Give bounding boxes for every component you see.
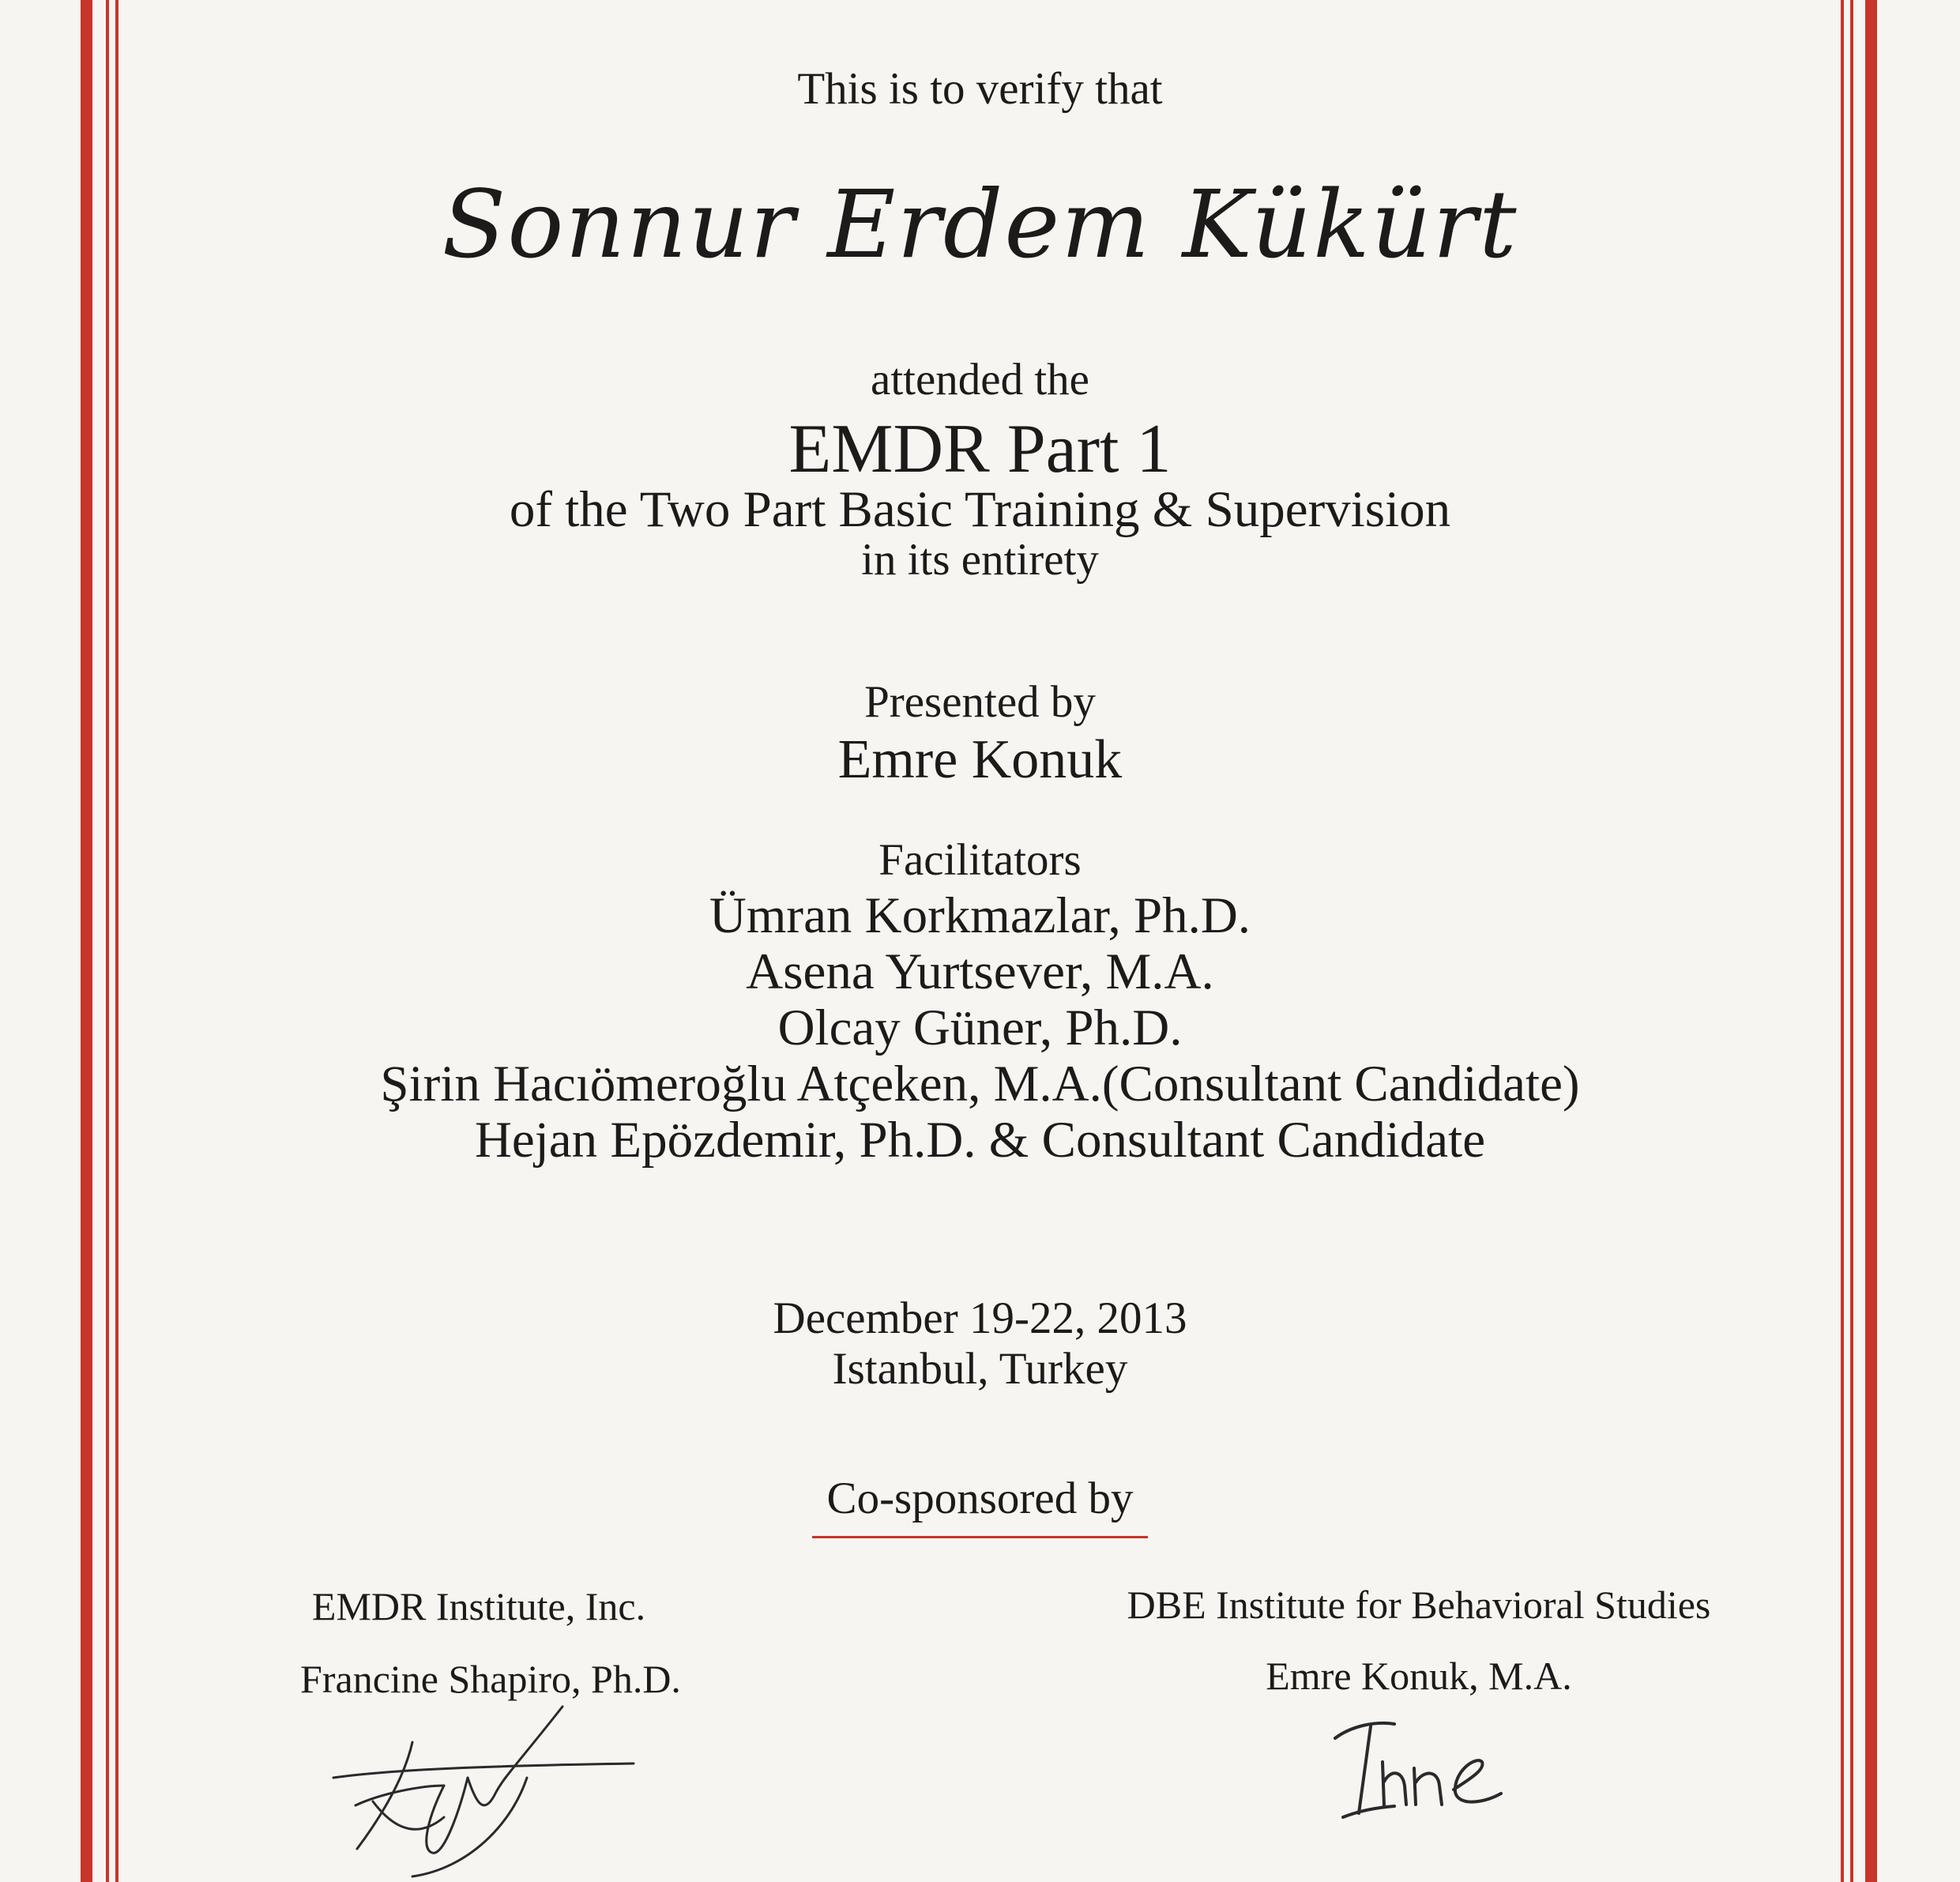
attended-text: attended the <box>871 355 1089 405</box>
facilitator-item: Şirin Hacıömeroğlu Atçeken, M.A.(Consultant Candidate) <box>380 1056 1580 1112</box>
cosponsored-underline <box>812 1536 1148 1538</box>
course-subtitle-2: in its entirety <box>861 535 1099 585</box>
presented-by-label: Presented by <box>864 677 1096 727</box>
signature-right <box>1327 1707 1517 1833</box>
event-location: Istanbul, Turkey <box>832 1344 1128 1394</box>
signature-left <box>325 1691 641 1880</box>
course-title: EMDR Part 1 <box>788 411 1172 487</box>
presenter-name: Emre Konuk <box>837 729 1123 790</box>
facilitator-item: Olcay Güner, Ph.D. <box>777 999 1183 1056</box>
sponsor-right-person: Emre Konuk, M.A. <box>1266 1654 1572 1698</box>
event-date: December 19-22, 2013 <box>773 1293 1187 1343</box>
sponsor-left-person: Francine Shapiro, Ph.D. <box>300 1657 681 1701</box>
facilitator-item: Hejan Epözdemir, Ph.D. & Consultant Candidate <box>474 1112 1486 1169</box>
cosponsored-label: Co-sponsored by <box>826 1474 1134 1523</box>
facilitator-item: Ümran Korkmazlar, Ph.D. <box>709 887 1251 944</box>
sponsor-right-organization: DBE Institute for Behavioral Studies <box>1127 1583 1711 1627</box>
facilitators-label: Facilitators <box>878 835 1082 885</box>
sponsor-left-organization: EMDR Institute, Inc. <box>311 1584 646 1628</box>
facilitator-item: Asena Yurtsever, M.A. <box>746 943 1214 1000</box>
recipient-name: Sonnur Erdem Kükürt <box>442 170 1518 279</box>
verify-text: This is to verify that <box>797 64 1163 114</box>
course-subtitle: of the Two Part Basic Training & Supervision <box>509 481 1451 538</box>
